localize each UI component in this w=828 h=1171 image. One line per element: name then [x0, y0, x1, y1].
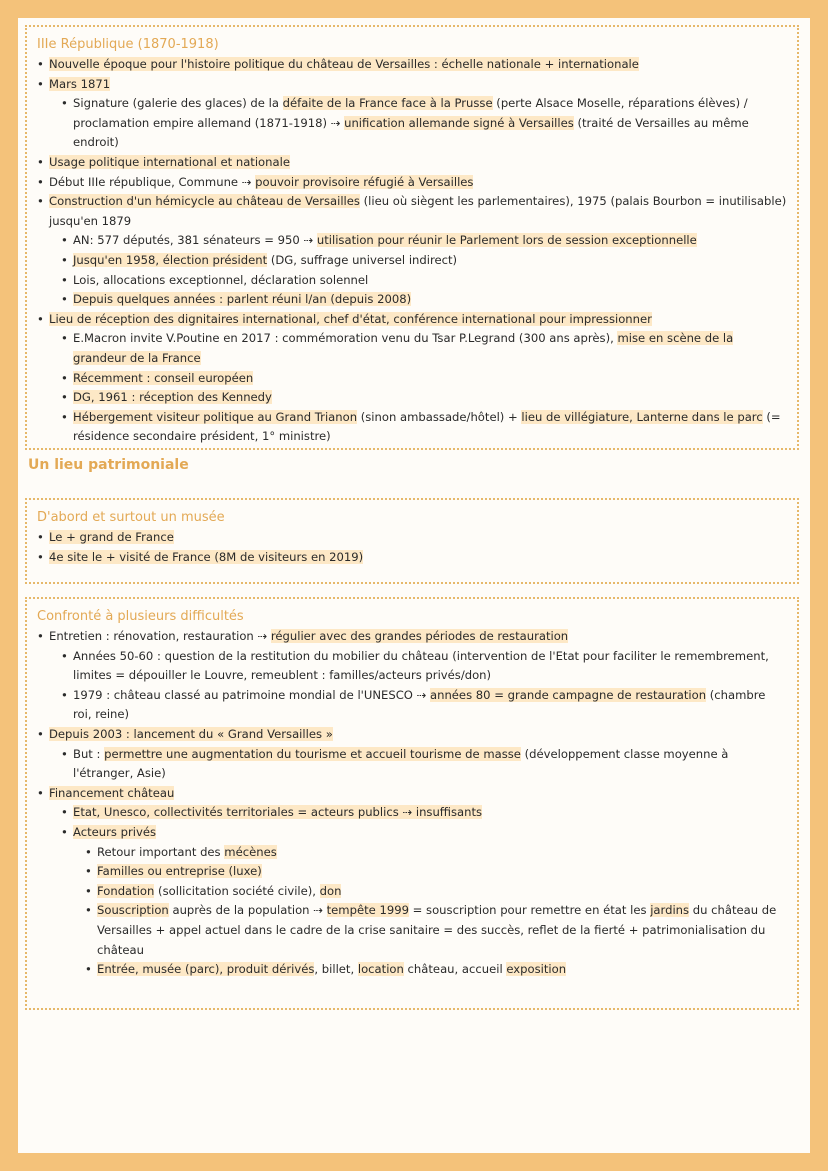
- list-item: • Depuis 2003 : lancement du « Grand Versailles » • But : permettre une augmentation du tourisme et accueil tourisme de masse (développement classe moyenne à l'étranger, Asie): [37, 725, 787, 784]
- difficultes-title: Confronté à plusieurs difficultés: [37, 609, 244, 624]
- list-item: • Nouvelle époque pour l'histoire politique du château de Versailles : échelle nationale + internationale: [37, 55, 787, 75]
- musee-title: D'abord et surtout un musée: [37, 510, 225, 525]
- list-item: • Lois, allocations exceptionnel, déclaration solennel: [61, 271, 787, 291]
- list-item: • Construction d'un hémicycle au château de Versailles (lieu où siègent les parlementaires), 1975 (palais Bourbon = inutilisable) jusqu'en 1879 • AN: 577 députés, 381 sénateurs = 950 ⇢ utilisation pour réunir le Parlement lors de session exceptionnelle • Jusqu'en 1958, élection président (DG, suffrage universel indirect) • Lois, allocations exceptionnel, déclaration solennel • Depuis quelques années : parlent réuni l/an (depuis 2008): [37, 192, 787, 310]
- republique-list: [37, 55, 787, 447]
- list-item: • Depuis quelques années : parlent réuni l/an (depuis 2008): [61, 290, 787, 310]
- list-item: • Début IIIe république, Commune ⇢ pouvoir provisoire réfugié à Versailles: [37, 173, 787, 193]
- list-item: • Hébergement visiteur politique au Grand Trianon (sinon ambassade/hôtel) + lieu de villégiature, Lanterne dans le parc (= résidence secondaire président, 1° ministre): [61, 408, 787, 447]
- list-item: • Acteurs privés • Retour important des mécènes • Familles ou entreprise (luxe) • Fondation (sollicitation société civile), don • Souscription auprès de la population ⇢ tempête 1999 = souscription pour remettre en état les jardins du château de Versailles + appel actuel dans le cadre de la crise sanitaire = des succès, reflet de la fierté + patrimonialisation du château • Entrée, musée (parc), produit dérivés, billet, location château, accueil exposition: [61, 823, 787, 980]
- list-item: • Entrée, musée (parc), produit dérivés, billet, location château, accueil exposition: [85, 960, 787, 980]
- republique-title: IIIe République (1870-1918): [37, 37, 219, 52]
- list-item: • E.Macron invite V.Poutine en 2017 : commémoration venu du Tsar P.Legrand (300 ans après), mise en scène de la grandeur de la France: [61, 329, 787, 368]
- musee-box: [25, 498, 799, 584]
- list-item: • Financement château • Etat, Unesco, collectivités territoriales = acteurs publics ⇢ insuffisants • Acteurs privés • Retour important des mécènes • Familles ou entreprise (luxe) • Fondation (sollicitation société civile), don • Souscription auprès de la population ⇢ tempête 1999 = souscription pour remettre en état les jardins du château de Versailles + appel actuel dans le cadre de la crise sanitaire = des succès, reflet de la fierté + patrimonialisation du château • Entrée, musée (parc), produit dérivés, billet, location château, accueil exposition: [37, 784, 787, 980]
- list-item: • Etat, Unesco, collectivités territoriales = acteurs publics ⇢ insuffisants: [61, 803, 787, 823]
- difficultes-list: [37, 627, 787, 980]
- section-title: Un lieu patrimoniale: [28, 457, 189, 473]
- list-item: • Jusqu'en 1958, élection président (DG, suffrage universel indirect): [61, 251, 787, 271]
- list-item: • Années 50-60 : question de la restitution du mobilier du château (intervention de l'Etat pour faciliter le remembrement, limites = dépouiller le Louvre, remeublent : familles/acteurs privés/don): [61, 647, 787, 686]
- list-item: • Mars 1871 • Signature (galerie des glaces) de la défaite de la France face à la Prusse (perte Alsace Moselle, réparations élèves) / proclamation empire allemand (1871-1918) ⇢ unification allemande signé à Versailles (traité de Versailles au même endroit): [37, 75, 787, 153]
- musee-list: [37, 528, 787, 567]
- list-item: • Le + grand de France: [37, 528, 787, 548]
- list-item: • Entretien : rénovation, restauration ⇢ régulier avec des grandes périodes de restauration • Années 50-60 : question de la restitution du mobilier du château (intervention de l'Etat pour faciliter le remembrement, limites = dépouiller le Louvre, remeublent : familles/acteurs privés/don) • 1979 : château classé au patrimoine mondial de l'UNESCO ⇢ années 80 = grande campagne de restauration (chambre roi, reine): [37, 627, 787, 725]
- list-item: • Retour important des mécènes: [85, 843, 787, 863]
- list-item: • Signature (galerie des glaces) de la défaite de la France face à la Prusse (perte Alsace Moselle, réparations élèves) / proclamation empire allemand (1871-1918) ⇢ unification allemande signé à Versailles (traité de Versailles au même endroit): [61, 94, 787, 153]
- republique-box: [25, 25, 799, 450]
- list-item: • Récemment : conseil européen: [61, 369, 787, 389]
- list-item: • 4e site le + visité de France (8M de visiteurs en 2019): [37, 548, 787, 568]
- list-item: • DG, 1961 : réception des Kennedy: [61, 388, 787, 408]
- list-item: • But : permettre une augmentation du tourisme et accueil tourisme de masse (développement classe moyenne à l'étranger, Asie): [61, 745, 787, 784]
- page: [18, 18, 810, 1153]
- list-item: • Familles ou entreprise (luxe): [85, 862, 787, 882]
- list-item: • 1979 : château classé au patrimoine mondial de l'UNESCO ⇢ années 80 = grande campagne de restauration (chambre roi, reine): [61, 686, 787, 725]
- list-item: • AN: 577 députés, 381 sénateurs = 950 ⇢ utilisation pour réunir le Parlement lors de session exceptionnelle: [61, 231, 787, 251]
- list-item: • Lieu de réception des dignitaires international, chef d'état, conférence international pour impressionner • E.Macron invite V.Poutine en 2017 : commémoration venu du Tsar P.Legrand (300 ans après), mise en scène de la grandeur de la France • Récemment : conseil européen • DG, 1961 : réception des Kennedy • Hébergement visiteur politique au Grand Trianon (sinon ambassade/hôtel) + lieu de villégiature, Lanterne dans le parc (= résidence secondaire président, 1° ministre): [37, 310, 787, 447]
- list-item: • Usage politique international et nationale: [37, 153, 787, 173]
- difficultes-box: [25, 597, 799, 1010]
- list-item: • Souscription auprès de la population ⇢ tempête 1999 = souscription pour remettre en état les jardins du château de Versailles + appel actuel dans le cadre de la crise sanitaire = des succès, reflet de la fierté + patrimonialisation du château: [85, 901, 787, 960]
- list-item: • Fondation (sollicitation société civile), don: [85, 882, 787, 902]
